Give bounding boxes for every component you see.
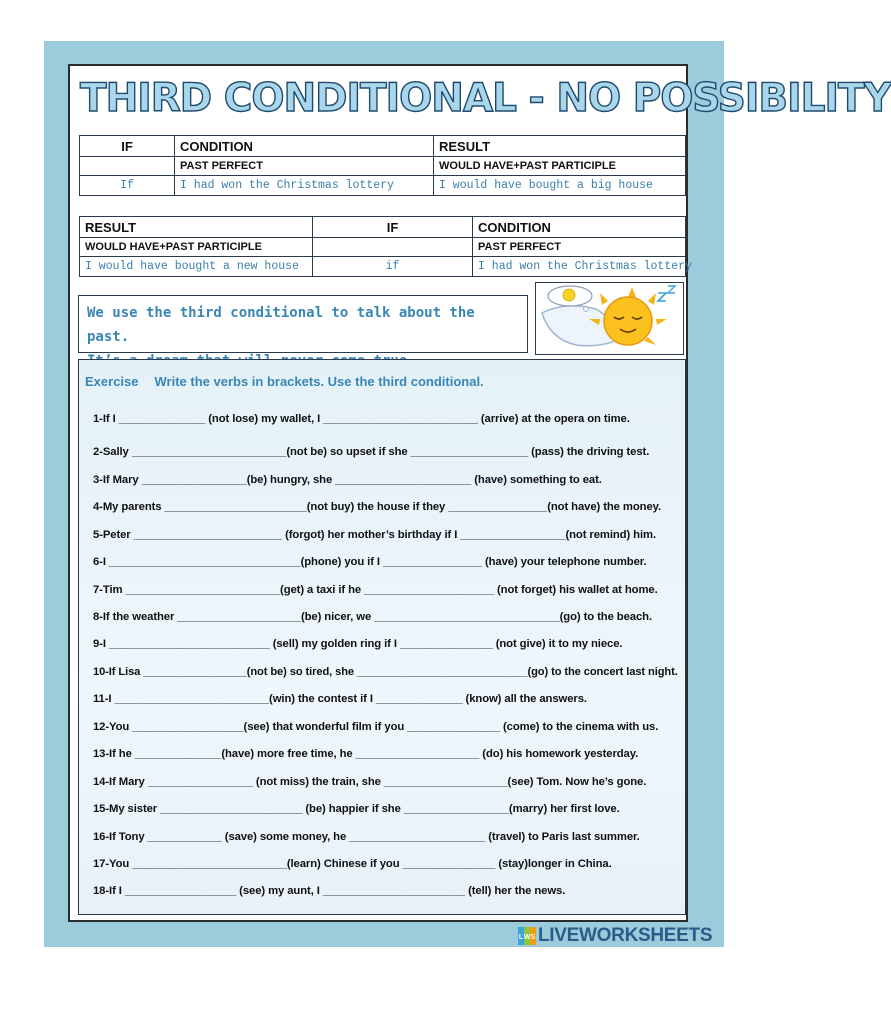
structure-condition: PAST PERFECT (175, 157, 434, 176)
exercise-item: 8-If the weather ____________________(be) nicer, we ______________________________(go) to the beach. (93, 611, 652, 623)
if-condition-result-table (79, 135, 686, 196)
exercise-item: 12-You __________________(see) that wonderful film if you _______________ (come) to the cinema with us. (93, 721, 659, 733)
structure-if (313, 238, 473, 257)
exercise-instruction: Write the verbs in brackets. Use the third conditional. (154, 374, 484, 389)
exercise-item: 10-If Lisa _________________(not be) so tired, she ____________________________(go) to the concert last night. (93, 666, 678, 678)
exercise-item: 1-If I ______________ (not lose) my wallet, I _________________________ (arrive) at the opera on time. (93, 413, 630, 425)
exercise-item: 18-If I __________________ (see) my aunt, I _______________________ (tell) her the news. (93, 885, 566, 897)
exercise-item: 14-If Mary _________________ (not miss) the train, she ____________________(see) Tom. Now he’s gone. (93, 776, 647, 788)
dreaming-sun-picture (535, 282, 684, 355)
header-if: IF (313, 217, 473, 238)
exercise-item: 13-If he ______________(have) more free time, he ____________________ (do) his homework yesterday. (93, 748, 639, 760)
structure-result: WOULD HAVE+PAST PARTICIPLE (80, 238, 313, 257)
exercise-heading (85, 374, 484, 389)
header-result: RESULT (80, 217, 313, 238)
exercise-item: 3-If Mary _________________(be) hungry, she ______________________ (have) something to eat. (93, 474, 602, 486)
header-result: RESULT (434, 136, 686, 157)
structure-result: WOULD HAVE+PAST PARTICIPLE (434, 157, 686, 176)
example-if: If (80, 176, 175, 196)
example-result: I would have bought a new house (80, 257, 313, 277)
header-if: IF (80, 136, 175, 157)
exercise-label: Exercise (85, 374, 139, 389)
example-result: I would have bought a big house (434, 176, 686, 196)
example-condition: I had won the Christmas lottery (473, 257, 686, 277)
example-condition: I had won the Christmas lottery (175, 176, 434, 196)
structure-if (80, 157, 175, 176)
liveworksheets-logo-text: LIVEWORKSHEETS (538, 925, 713, 946)
exercise-item: 9-I __________________________ (sell) my golden ring if I _______________ (not give) it to my niece. (93, 638, 623, 650)
exercise-item: 6-I _______________________________(phone) you if I ________________ (have) your telephone number. (93, 556, 647, 568)
logo-mark-letter: L (518, 934, 524, 941)
result-if-condition-table (79, 216, 692, 277)
sleeping-sun-icon (536, 283, 682, 353)
exercise-item: 16-If Tony ____________ (save) some money, he ______________________ (travel) to Paris last summer. (93, 831, 640, 843)
explanation-note (78, 295, 528, 353)
exercise-item: 7-Tim _________________________(get) a taxi if he _____________________ (not forget) his wallet at home. (93, 584, 658, 596)
exercise-item: 15-My sister _______________________ (be) happier if she _________________(marry) her first love. (93, 803, 620, 815)
exercise-item: 4-My parents _______________________(not buy) the house if they ________________(not have) the money. (93, 501, 662, 513)
structure-condition: PAST PERFECT (473, 238, 686, 257)
logo-mark-letter: S (530, 934, 536, 941)
exercise-item: 2-Sally _________________________(not be) so upset if she ___________________ (pass) the driving test. (93, 446, 650, 458)
liveworksheets-logo (518, 925, 712, 945)
exercise-item: 11-I _________________________(win) the contest if I ______________ (know) all the answers. (93, 693, 587, 705)
header-condition: CONDITION (473, 217, 686, 238)
exercise-item: 17-You _________________________(learn) Chinese if you _______________ (stay)longer in China. (93, 858, 612, 870)
example-if: if (313, 257, 473, 277)
worksheet-title: THIRD CONDITIONAL - NO POSSIBILITY (80, 76, 891, 121)
header-condition: CONDITION (175, 136, 434, 157)
liveworksheets-logo-icon (518, 927, 536, 945)
note-line-1: We use the third conditional to talk about the past. (87, 305, 475, 345)
exercise-item: 5-Peter ________________________ (forgot) her mother’s birthday if I _________________(not remind) him. (93, 529, 656, 541)
logo-mark-letter: W (523, 934, 531, 941)
